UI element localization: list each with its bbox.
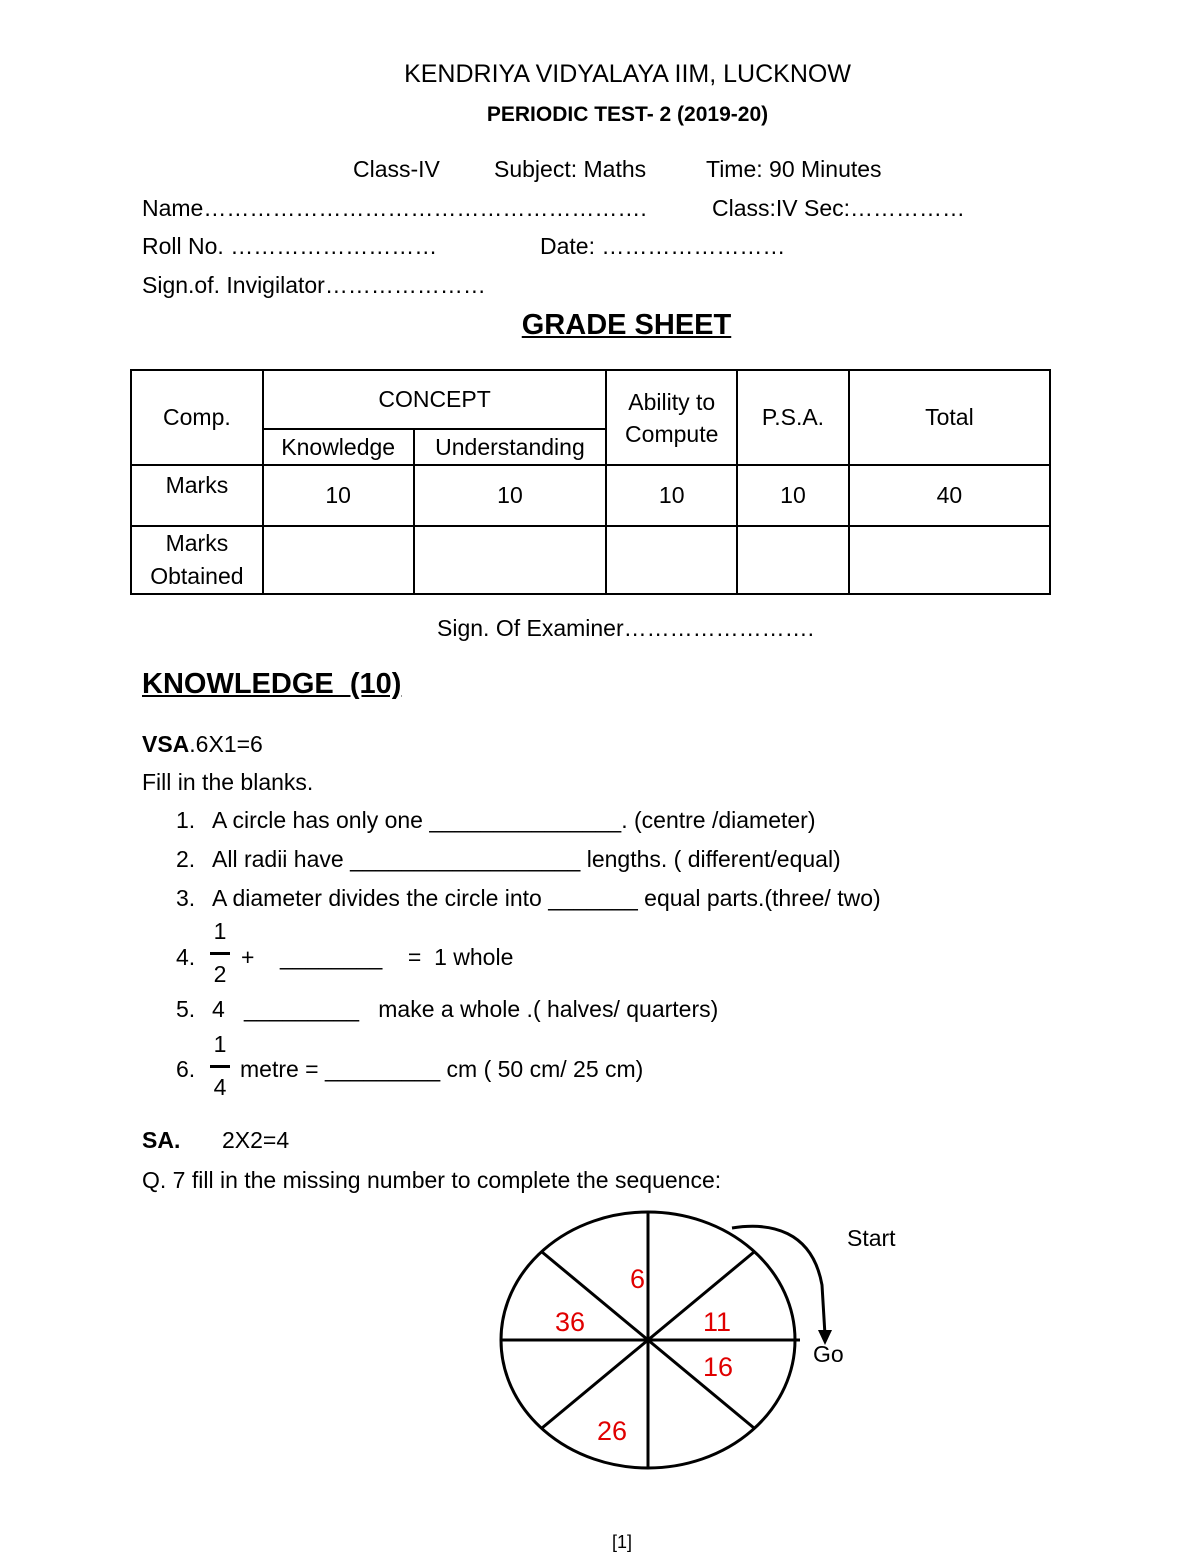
q2-text: All radii have __________________ lengths. ( different/equal) [212, 846, 841, 872]
knowledge-heading: KNOWLEDGE (10) [142, 668, 402, 700]
q2-number: 2. [176, 846, 196, 872]
psa-header: P.S.A. [737, 370, 849, 465]
sa-label: SA. [142, 1127, 181, 1153]
q6-number: 6. [176, 1056, 196, 1082]
concept-header: CONCEPT [263, 370, 607, 429]
comp-header: Comp. [131, 370, 263, 465]
obtained-total-cell[interactable] [849, 526, 1050, 594]
name-field: Name…………………………………………………. [142, 195, 647, 221]
wheel-number-16: 16 [703, 1352, 734, 1382]
q4-number: 4. [176, 944, 196, 970]
q1-text: A circle has only one _______________. (centre /diameter) [212, 807, 816, 833]
vsa-label: VSA [142, 731, 190, 757]
q7-text: Q. 7 fill in the missing number to complete the sequence: [142, 1167, 722, 1193]
obtained-knowledge-cell[interactable] [263, 526, 414, 594]
marks-obtained-label [131, 526, 263, 594]
obtained-psa-cell[interactable] [737, 526, 849, 594]
q1-number: 1. [176, 807, 196, 833]
sequence-wheel-diagram [490, 1205, 850, 1495]
wheel-number-36: 36 [555, 1307, 586, 1337]
examiner-sign-field: Sign. Of Examiner……………………. [437, 615, 815, 641]
marks-row-label: Marks [131, 465, 263, 526]
q4-numerator: 1 [213, 918, 227, 944]
test-title: PERIODIC TEST- 2 (2019-20) [486, 103, 769, 126]
ability-line-1: Ability to [628, 388, 716, 415]
q6-denominator: 4 [213, 1074, 227, 1100]
obtained-understanding-cell[interactable] [414, 526, 607, 594]
q4-denominator: 2 [213, 961, 227, 987]
date-field: Date: …………………… [540, 233, 786, 259]
grade-sheet-table [130, 369, 1051, 595]
wheel-number-26: 26 [597, 1416, 628, 1446]
understanding-header: Understanding [414, 429, 607, 465]
vsa-marks: .6X1=6 [189, 731, 263, 757]
obtained-ability-cell[interactable] [606, 526, 737, 594]
sa-marks: 2X2=4 [222, 1127, 290, 1153]
q5-text: 4 _________ make a whole .( halves/ quarters) [212, 996, 719, 1022]
class-sec-field: Class:IV Sec:…………… [712, 195, 966, 221]
subject-label: Subject: Maths [494, 156, 647, 182]
knowledge-header: Knowledge [263, 429, 414, 465]
ability-line-2: Compute [625, 420, 719, 447]
q4-text: + ________ = 1 whole [241, 944, 514, 970]
ability-header [606, 370, 737, 465]
q4-fraction-bar [210, 952, 230, 955]
q6-fraction-bar [210, 1065, 230, 1068]
marks-total: 40 [849, 465, 1050, 526]
q5-number: 5. [176, 996, 196, 1022]
school-name: KENDRIYA VIDYALAYA IIM, LUCKNOW [404, 60, 851, 88]
q6-numerator: 1 [213, 1031, 227, 1057]
roll-no-field: Roll No. ……………………… [142, 233, 438, 259]
time-label: Time: 90 Minutes [706, 156, 882, 182]
fill-blanks-instruction: Fill in the blanks. [142, 769, 314, 795]
marks-understanding: 10 [414, 465, 607, 526]
marks-psa: 10 [737, 465, 849, 526]
vsa-line [142, 731, 263, 758]
marks-obtained-line-2: Obtained [150, 563, 244, 589]
marks-knowledge: 10 [263, 465, 414, 526]
wheel-number-11: 11 [703, 1307, 732, 1337]
marks-ability: 10 [606, 465, 737, 526]
q3-number: 3. [176, 885, 196, 911]
wheel-number-6: 6 [630, 1264, 646, 1294]
invigilator-sign-field: Sign.of. Invigilator………………… [142, 272, 486, 298]
go-label: Go [813, 1341, 844, 1367]
q3-text: A diameter divides the circle into _______ equal parts.(three/ two) [212, 885, 881, 911]
page-number: [1] [612, 1532, 633, 1552]
grade-sheet-title: GRADE SHEET [521, 309, 732, 341]
class-label: Class-IV [353, 156, 440, 182]
total-header: Total [849, 370, 1050, 465]
marks-obtained-line-1: Marks [165, 530, 229, 556]
q6-text: metre = _________ cm ( 50 cm/ 25 cm) [240, 1056, 644, 1082]
start-label: Start [847, 1225, 896, 1251]
